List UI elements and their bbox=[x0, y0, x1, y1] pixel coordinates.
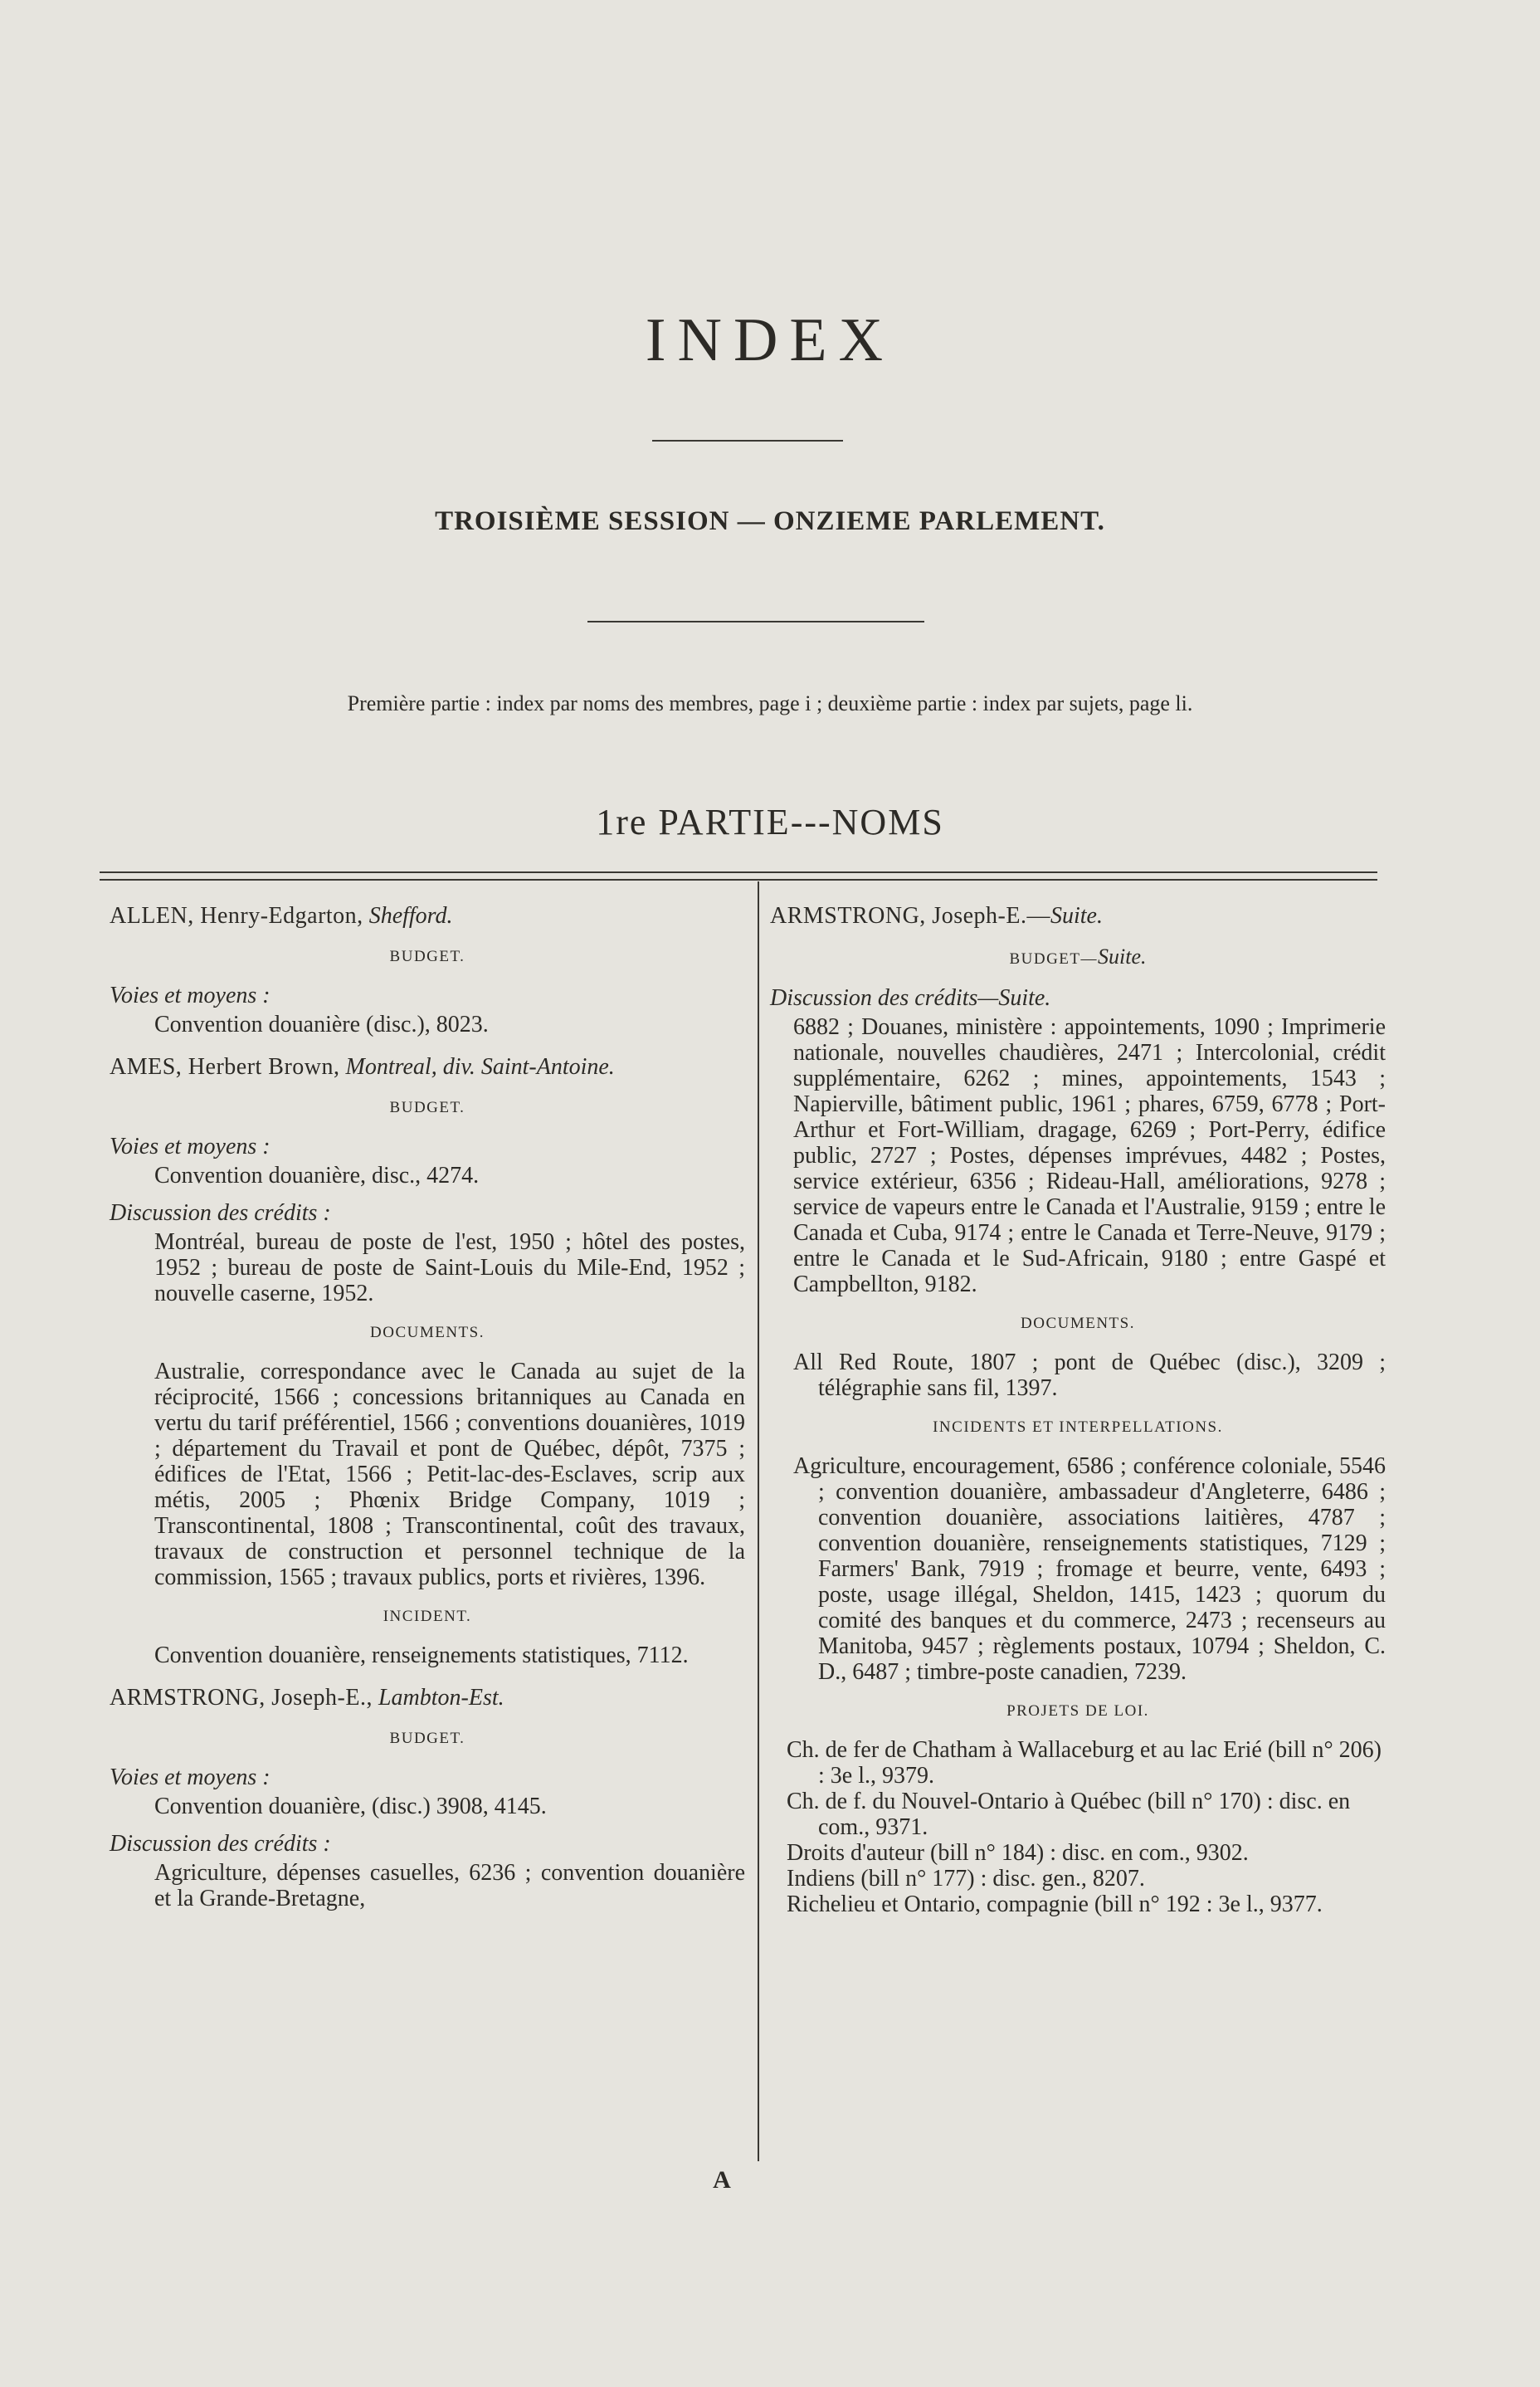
entry-text: Agriculture, encouragement, 6586 ; conférence coloniale, 5546 ; convention douanière, ambassadeur d'Angleterre, 6486 ; convention douanière, associations laitières, 4787 ; convention douanière, renseignements statistiques, 7129 ; Farmers' Bank, 7919 ; fromage et beurre, vente, 6493 ; poste, usage illégal, Sheldon, 1415, 1423 ; quorum du comité des banques et du commerce, 2473 ; recenseurs au Manitoba, 9457 ; règlements postaux, 10794 ; Sheldon, C. D., 6487 ; timbre-poste canadien, 7239. bbox=[793, 1453, 1386, 1685]
section-heading: BUDGET. bbox=[389, 948, 465, 965]
entry-text: Montréal, bureau de poste de l'est, 1950 ; hôtel des postes, 1952 ; bureau de poste de Saint-Louis du Mile-End, 1952 ; nouvelle caserne, 1952. bbox=[154, 1229, 745, 1306]
entry-allen bbox=[110, 903, 745, 929]
entry-armstrong-suite bbox=[770, 903, 1386, 929]
left-column bbox=[110, 903, 745, 1923]
continued-label: Suite. bbox=[1098, 945, 1147, 969]
section-heading bbox=[770, 944, 1386, 972]
entry-armstrong bbox=[110, 1685, 745, 1711]
bill-item: Ch. de fer de Chatham à Wallaceburg et au lac Erié (bill n° 206) : 3e l., 9379. bbox=[787, 1737, 1382, 1789]
section-heading-label: BUDGET— bbox=[1009, 950, 1099, 968]
part-heading: 1re PARTIE---NOMS bbox=[596, 802, 944, 842]
member-riding: Montreal, div. Saint-Antoine. bbox=[345, 1054, 615, 1080]
subsection-heading: Voies et moyens : bbox=[110, 1134, 270, 1159]
page-title: INDEX bbox=[645, 306, 895, 374]
bill-item: Indiens (bill n° 177) : disc. gen., 8207. bbox=[787, 1866, 1145, 1892]
column-divider bbox=[758, 881, 759, 2161]
entry-text: All Red Route, 1807 ; pont de Québec (disc.), 3209 ; télégraphie sans fil, 1397. bbox=[793, 1350, 1386, 1401]
subsection-heading: Voies et moyens : bbox=[110, 983, 270, 1008]
entry-text: Australie, correspondance avec le Canada au sujet de la réciprocité, 1566 ; concessions britanniques au Canada en vertu du tarif préférentiel, 1566 ; conventions douanières, 1019 ; département du Travail et pont de Québec, dépôt, 7375 ; édifices de l'Etat, 1566 ; Petit-lac-des-Esclaves, scrip aux métis, 2005 ; Phœnix Bridge Company, 1019 ; Transcontinental, 1808 ; Transcontinental, coût des travaux, travaux de construction et personnel technique de la commission, 1565 ; travaux publics, ports et rivières, 1396. bbox=[154, 1359, 745, 1590]
double-rule-bottom bbox=[100, 879, 1377, 881]
double-rule-top bbox=[100, 871, 1377, 873]
member-name: AMES, Herbert Brown, bbox=[110, 1054, 340, 1080]
member-name: ARMSTRONG, Joseph-E., bbox=[110, 1685, 373, 1711]
section-heading: INCIDENTS ET INTERPELLATIONS. bbox=[933, 1418, 1223, 1436]
intro-text: Première partie : index par noms des membres, page i ; deuxième partie : index par sujets, page li. bbox=[347, 691, 1193, 715]
member-name: ARMSTRONG, Joseph-E.— bbox=[770, 903, 1050, 929]
section-heading: DOCUMENTS. bbox=[1021, 1315, 1135, 1332]
entry-text: 6882 ; Douanes, ministère : appointements, 1090 ; Imprimerie nationale, nouvelles chaudières, 2471 ; Intercolonial, crédit supplémentaire, 6262 ; mines, appointements, 1543 ; Napierville, bâtiment public, 1961 ; phares, 6759, 6778 ; Port-Arthur et Fort-William, dragage, 6269 ; Port-Perry, édifice public, 2727 ; Postes, dépenses imprévues, 4482 ; Postes, service extérieur, 6356 ; Rideau-Hall, améliorations, 9278 ; service de vapeurs entre le Canada et l'Australie, 9159 ; entre le Canada et Cuba, 9174 ; entre le Canada et Terre-Neuve, 9179 ; entre le Canada et le Sud-Africain, 9180 ; entre Gaspé et Campbellton, 9182. bbox=[793, 1014, 1386, 1297]
title-rule bbox=[652, 440, 843, 442]
section-heading: DOCUMENTS. bbox=[370, 1324, 485, 1341]
entry-text: Agriculture, dépenses casuelles, 6236 ; convention douanière et la Grande-Bretagne, bbox=[154, 1860, 745, 1911]
bill-item: Ch. de f. du Nouvel-Ontario à Québec (bill n° 170) : disc. en com., 9371. bbox=[787, 1789, 1351, 1840]
bill-item: Droits d'auteur (bill n° 184) : disc. en com., 9302. bbox=[787, 1840, 1249, 1866]
entry-ames bbox=[110, 1054, 745, 1080]
session-rule bbox=[587, 621, 924, 622]
section-heading: INCIDENT. bbox=[383, 1608, 472, 1625]
continued-label: Suite. bbox=[1050, 903, 1103, 929]
section-heading: BUDGET. bbox=[389, 1730, 465, 1747]
entry-text: Convention douanière, disc., 4274. bbox=[154, 1163, 480, 1189]
entry-text: Convention douanière, (disc.) 3908, 4145. bbox=[154, 1794, 547, 1819]
member-riding: Lambton-Est. bbox=[378, 1685, 504, 1711]
member-riding: Shefford. bbox=[368, 903, 453, 929]
member-name: ALLEN, Henry-Edgarton, bbox=[110, 903, 363, 929]
subsection-heading: Discussion des crédits : bbox=[110, 1831, 331, 1857]
subsection-heading: Discussion des crédits—Suite. bbox=[770, 985, 1051, 1011]
entry-text: Convention douanière (disc.), 8023. bbox=[154, 1012, 489, 1037]
section-heading: BUDGET. bbox=[389, 1099, 465, 1116]
bill-item: Richelieu et Ontario, compagnie (bill n° 192 : 3e l., 9377. bbox=[787, 1892, 1323, 1917]
entry-text: Convention douanière, renseignements statistiques, 7112. bbox=[154, 1643, 689, 1668]
session-heading: TROISIÈME SESSION — ONZIEME PARLEMENT. bbox=[435, 506, 1105, 536]
subsection-heading: Discussion des crédits : bbox=[110, 1200, 331, 1226]
subsection-heading: Voies et moyens : bbox=[110, 1765, 270, 1790]
signature-mark: A bbox=[713, 2166, 731, 2194]
right-column bbox=[770, 903, 1386, 1917]
section-heading: PROJETS DE LOI. bbox=[1006, 1702, 1149, 1720]
